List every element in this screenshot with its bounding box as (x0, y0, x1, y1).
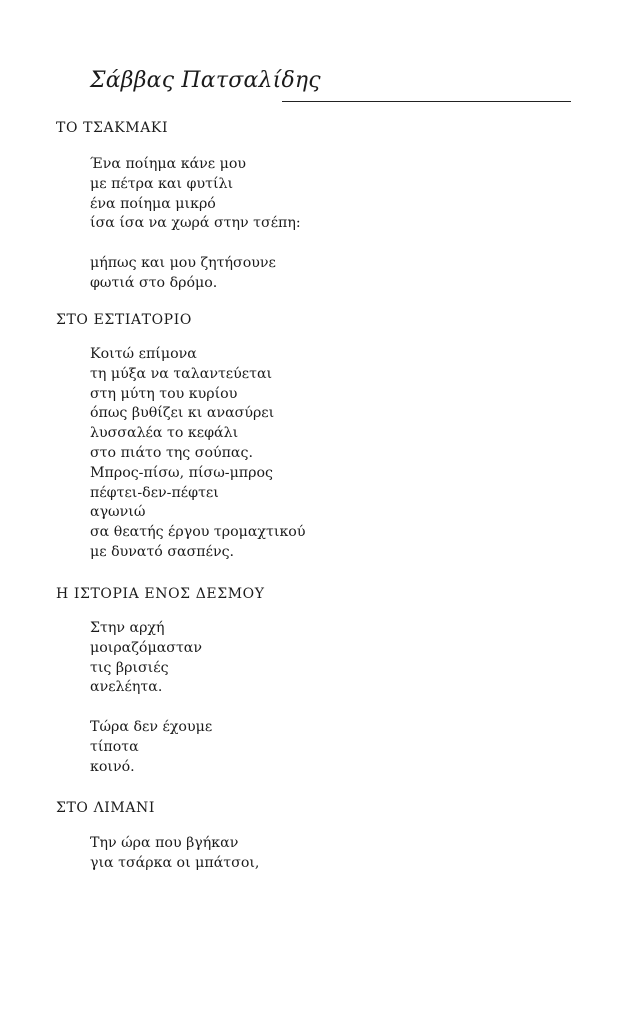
poem-line: στο πιάτο της σούπας. (90, 444, 253, 461)
poem-title: ΣΤΟ ΕΣΤΙΑΤΟΡΙΟ (56, 312, 192, 328)
poem-line: όπως βυθίζει κι ανασύρει (90, 405, 275, 422)
poem-line: τίποτα (90, 738, 139, 755)
poem-title: Η ΙΣΤΟΡΙΑ ΕΝΟΣ ΔΕΣΜΟΥ (56, 586, 265, 602)
poem-to-tsakmaki (56, 118, 301, 294)
poem-line: μήπως και μου ζητήσουνε (90, 255, 276, 272)
poem-line: αγωνιώ (90, 504, 146, 521)
poem-sto-limani (56, 798, 259, 874)
header-rule (282, 101, 571, 102)
poem-line: λυσσαλέα το κεφάλι (90, 425, 239, 442)
poem-line: για τσάρκα οι μπάτσοι, (90, 854, 260, 871)
poem-sto-estiatorio (56, 310, 305, 563)
poem-line: Μπρος-πίσω, πίσω-μπρος (90, 464, 273, 481)
poem-line: με πέτρα και φυτίλι (90, 175, 234, 192)
poem-title: ΣΤΟ ΛΙΜΑΝΙ (56, 800, 156, 816)
author-running-head: Σάββας Πατσαλίδης (90, 68, 321, 93)
poem-line: σα θεατής έργου τρομαχτικού (90, 524, 306, 541)
poem-line: ένα ποίημα μικρό (90, 195, 216, 212)
poem-i-istoria-enos-desmou (56, 584, 265, 778)
stanza-break (90, 234, 301, 254)
poem-line: Στην αρχή (90, 620, 165, 636)
poem-line: τις βρισιές (90, 659, 169, 676)
poem-line: κοινό. (90, 758, 135, 775)
stanza (90, 345, 305, 563)
poem-line: τη μύξα να ταλαντεύεται (90, 365, 273, 382)
stanza (90, 619, 265, 778)
poem-line: μοιραζόμασταν (90, 639, 203, 656)
poem-line: ίσα ίσα να χωρά στην τσέπη: (90, 215, 301, 232)
poem-line: Ένα ποίημα κάνε μου (90, 156, 247, 172)
poem-line: Τώρα δεν έχουμε (90, 719, 213, 736)
poem-line: ανελέητα. (90, 679, 163, 696)
poem-line: με δυνατό σασπένς. (90, 543, 235, 560)
poem-line: στη μύτη του κυρίου (90, 385, 238, 402)
poem-line: Την ώρα που βγήκαν (90, 835, 239, 851)
stanza-break (90, 698, 265, 718)
poem-title: ΤΟ ΤΣΑΚΜΑΚΙ (56, 120, 169, 136)
poem-line: Κοιτώ επίμονα (90, 346, 197, 362)
stanza (90, 834, 259, 874)
stanza (90, 155, 301, 294)
poem-line: φωτιά στο δρόμο. (90, 274, 218, 291)
poem-line: πέφτει-δεν-πέφτει (90, 484, 219, 501)
